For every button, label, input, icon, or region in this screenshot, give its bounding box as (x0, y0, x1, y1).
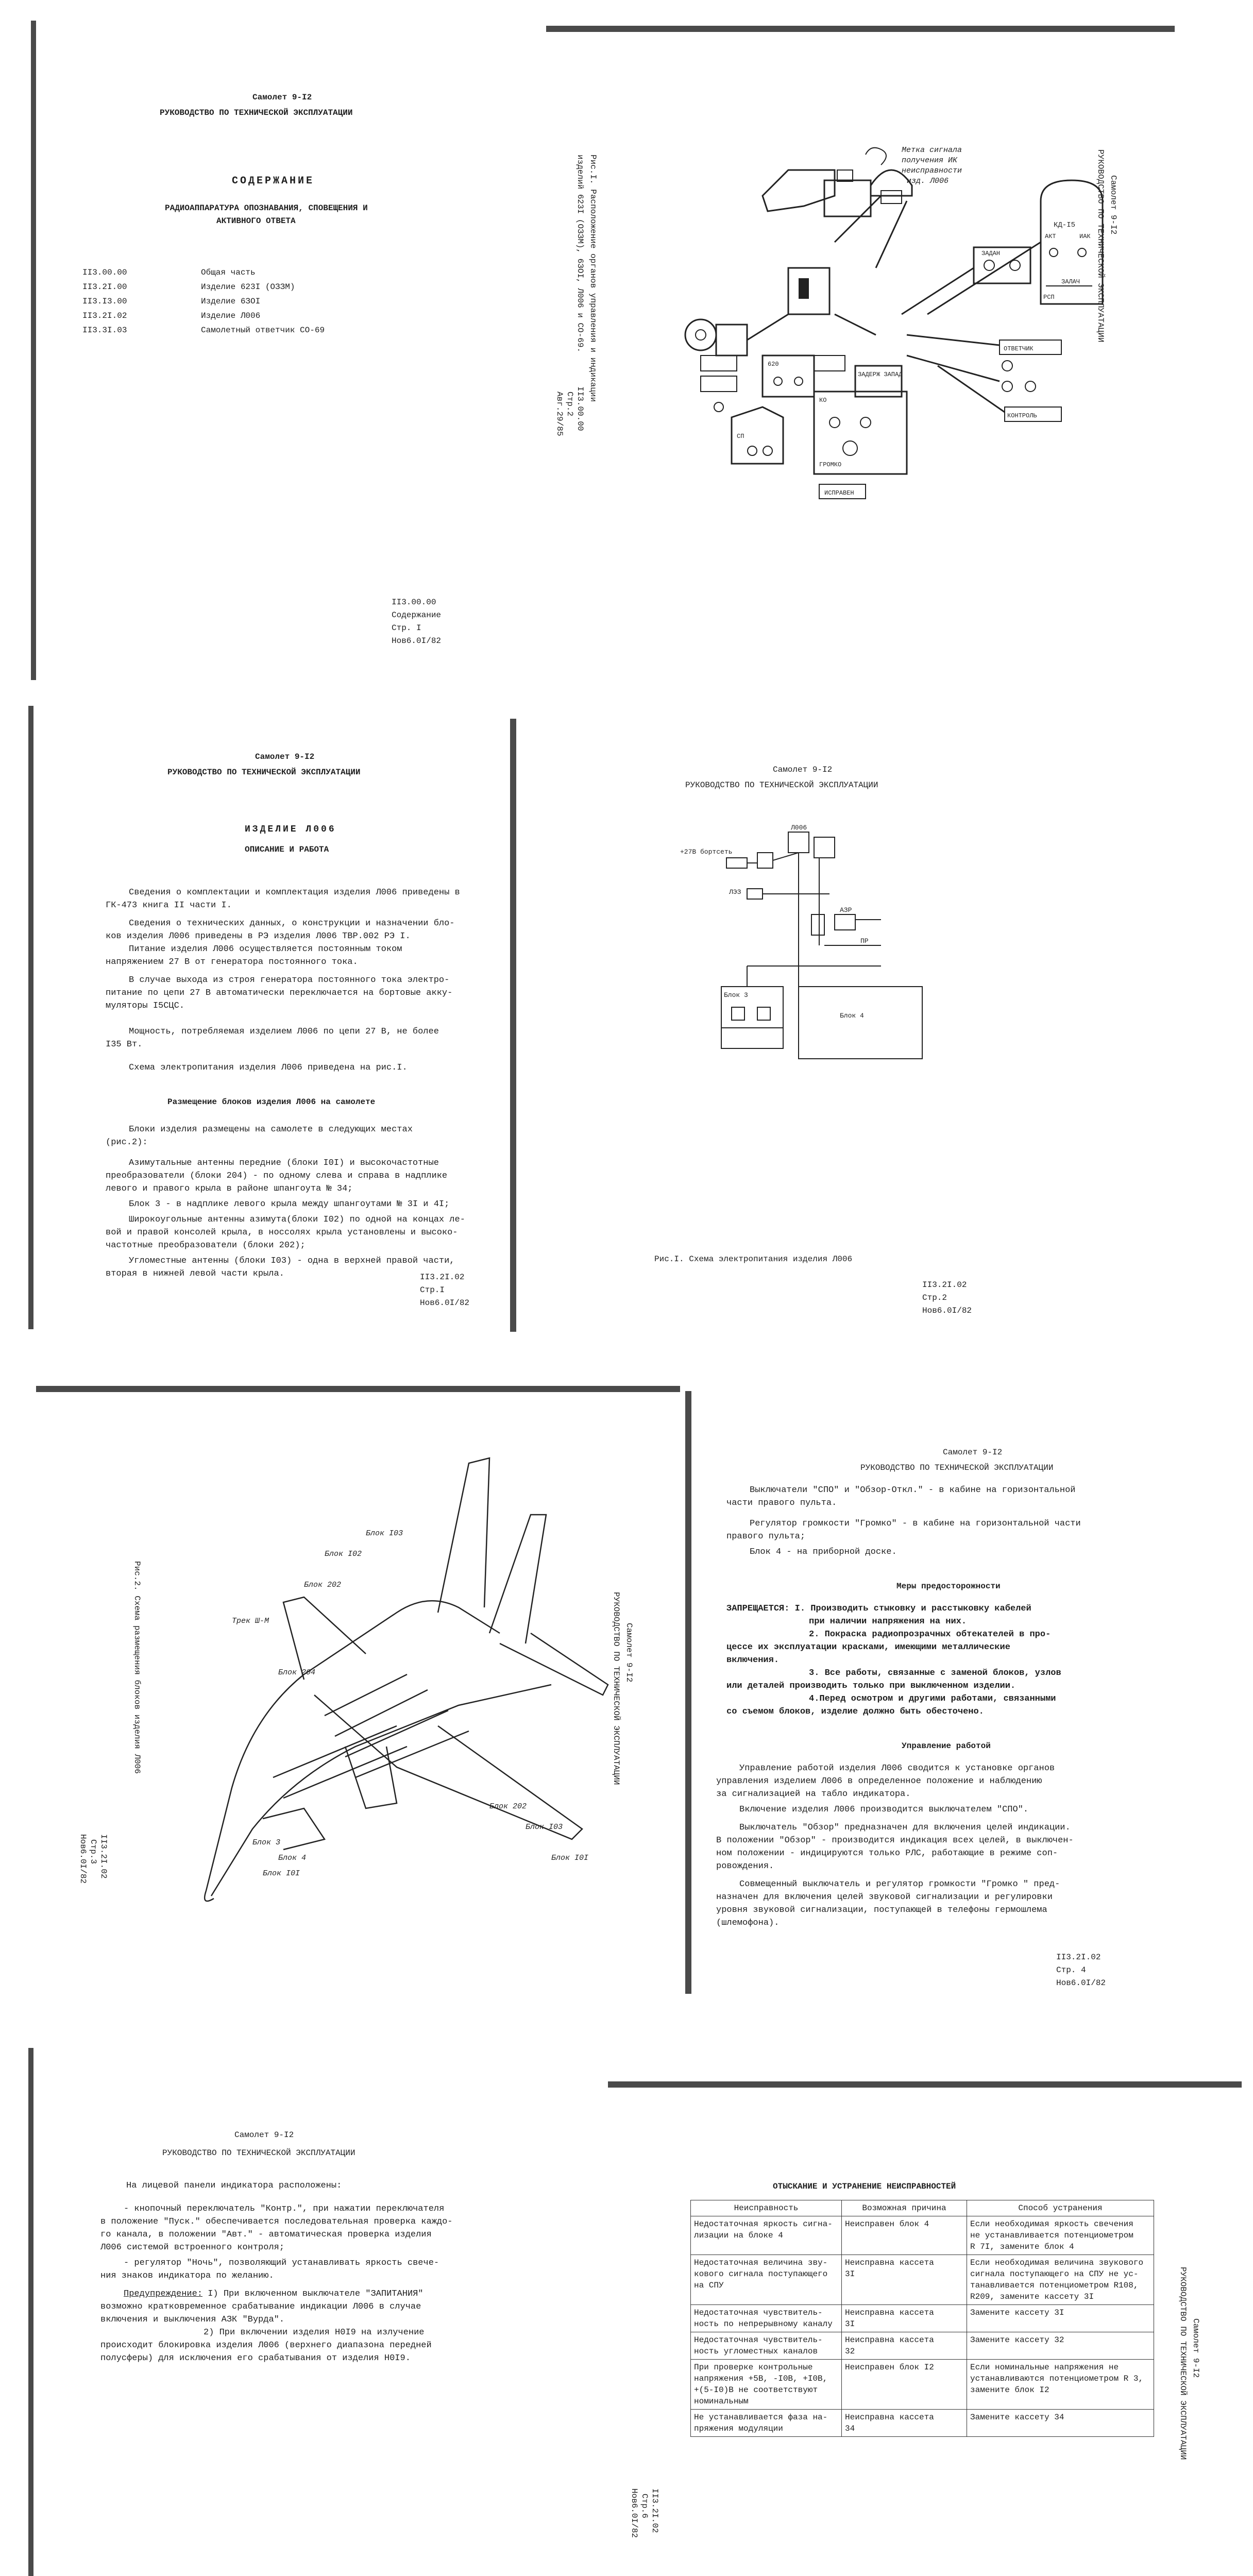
page-2 (546, 26, 1185, 685)
footer-page: Стр.I (420, 1285, 445, 1295)
footer-doc: Нов6.0I/82 (420, 1298, 470, 1308)
figure-caption: Рис.I. Схема электропитания изделия Л006 (654, 1255, 853, 1264)
toc-code: II3.3I.03 (82, 326, 127, 335)
footer-doc: Авг.29/85 (555, 392, 564, 436)
paragraph: Блок 4 - на приборной доске. (750, 1547, 897, 1557)
page-edge (685, 1391, 691, 1994)
paragraph: Сведения о комплектации и комплектация изделия Л006 приведены в ГК-473 книга II части I. (106, 888, 460, 910)
block-label: Трек Ш-М (232, 1617, 269, 1625)
toc-title: Самолетный ответчик СО-69 (201, 326, 325, 335)
paragraph: Включение изделия Л006 производится выключателем "СПО". (739, 1805, 1029, 1815)
footer-doc: Нов6.0I/82 (630, 2488, 639, 2538)
block-label: Блок I0I (551, 1854, 589, 1862)
table-row (691, 2332, 1154, 2360)
block-label: Блок 204 (278, 1668, 316, 1677)
figure-caption-2: изделий 623I (ОЗЗМ), 6ЗОI, Л006 и СО-69. (575, 155, 585, 353)
table-cell: Неисправен блок 4 (842, 2216, 967, 2255)
table-title: ОТЫСКАНИЕ И УСТРАНЕНИЕ НЕИСПРАВНОСТЕЙ (773, 2182, 956, 2191)
toc-code: II3.I3.00 (82, 297, 127, 306)
table-row (691, 2255, 1154, 2305)
power-schematic (510, 719, 1206, 1337)
svg-text:ИАК: ИАК (1079, 233, 1091, 240)
controls-diagram (546, 26, 1185, 685)
product-heading: ИЗДЕЛИЕ Л006 (245, 824, 336, 835)
contents-heading: СОДЕРЖАНИЕ (232, 175, 315, 187)
table-row (691, 2216, 1154, 2255)
table-cell: Не устанавливается фаза на- пряжения модуляции (691, 2410, 842, 2437)
section-heading: Управление работой (902, 1741, 991, 1751)
paragraph: Регулятор громкости "Громко" - в кабине на горизонтальной части правого пульта; (726, 1519, 1081, 1541)
svg-text:АКТ: АКТ (1045, 233, 1056, 240)
svg-text:КО: КО (819, 397, 827, 404)
troubleshooting-table (690, 2200, 1154, 2437)
svg-text:ИСПРАВЕН: ИСПРАВЕН (824, 489, 854, 497)
aircraft-label: Самолет 9-I2 (943, 1448, 1003, 1457)
toc-code: II3.2I.02 (82, 311, 127, 320)
schematic-label: ПР (860, 937, 869, 945)
rotated-manual: РУКОВОДСТВО ПО ТЕХНИЧЕСКОЙ ЭКСПЛУАТАЦИИ (1096, 149, 1105, 343)
table-cell: Недостаточная чувствитель- ность по непрерывному каналу (691, 2305, 842, 2332)
table-cell: Замените кассету 3I (967, 2305, 1154, 2332)
table-cell: Неисправна кассета 3I (842, 2305, 967, 2332)
section-heading: Размещение блоков изделия Л006 на самолете (167, 1097, 376, 1107)
table-cell: Неисправна кассета 34 (842, 2410, 967, 2437)
rotated-manual: РУКОВОДСТВО ПО ТЕХНИЧЕСКОЙ ЭКСПЛУАТАЦИИ (1178, 2267, 1188, 2460)
aircraft-label: Самолет 9-I2 (252, 93, 312, 102)
page-edge (31, 21, 36, 680)
section-heading: Меры предосторожности (896, 1582, 1001, 1591)
table-cell: Недостаточная чувствитель- ность угломестных каналов (691, 2332, 842, 2360)
schematic-label: Блок 4 (840, 1012, 864, 1020)
table-cell: Если необходимая яркость свечения не устанавливается потенциометром R 7I, замените блок 4 (967, 2216, 1154, 2255)
svg-text:СП: СП (737, 433, 744, 440)
manual-title: РУКОВОДСТВО ПО ТЕХНИЧЕСКОЙ ЭКСПЛУАТАЦИИ (685, 781, 878, 790)
toc-title: Изделие 623I (ОЗЗМ) (201, 282, 295, 292)
footer-code: II3.2I.02 (1056, 1953, 1101, 1962)
column-header: Неисправность (691, 2200, 842, 2216)
table-header-row (691, 2200, 1154, 2216)
svg-text:КОНТРОЛЬ: КОНТРОЛЬ (1007, 412, 1037, 419)
schematic-label: Блок 3 (724, 991, 748, 999)
page-4 (510, 719, 1206, 1337)
figure-caption: Рис.2. Схема размещения блоков изделия Л006 (132, 1561, 142, 1774)
footer-code: II3.2I.02 (650, 2488, 659, 2533)
svg-text:ОТВЕТЧИК: ОТВЕТЧИК (1004, 345, 1034, 352)
table-row (691, 2410, 1154, 2437)
page-7 (28, 2048, 569, 2576)
table-cell: Если необходимая величина звукового сигнала поступающего на СПУ не ус- танавливается потенциометром R108, R209, замените кассету 3I (967, 2255, 1154, 2305)
aircraft-label: Самолет 9-I2 (255, 752, 315, 761)
toc-code: II3.00.00 (82, 268, 127, 277)
svg-text:ЗАДЕРЖ ЗАПАД: ЗАДЕРЖ ЗАПАД (858, 371, 903, 378)
table-cell: Если номинальные напряжения не устанавливаются потенциометром R 3, замените блок I2 (967, 2360, 1154, 2410)
footer-page: Стр.6 (640, 2494, 649, 2519)
table-row (691, 2360, 1154, 2410)
svg-text:КД-I5: КД-I5 (1054, 221, 1076, 229)
handwritten-note (902, 146, 962, 185)
paragraph: Сведения о технических данных, о конструкции и назначении бло- ков изделия Л006 приведены в РЭ изделия Л006 ТВР.002 РЭ I. Питание изделия Л006 осуществляется постоянным током напряжением 27 В от генератора постоянного тока. (106, 919, 455, 967)
footer-doc: Нов6.0I/82 (1056, 1978, 1106, 1988)
column-header: Способ устранения (967, 2200, 1154, 2216)
paragraph: - кнопочный переключатель "Контр.", при нажатии переключателя в положение "Пуск." обеспечивается последовательная проверка каждо- го канала, в положении "Авт." - автоматическая проверка изделия Л006 системой встроенного контроля; (100, 2204, 453, 2252)
table-row (691, 2305, 1154, 2332)
block-label: Блок I03 (526, 1823, 563, 1832)
table-cell: Замените кассету 32 (967, 2332, 1154, 2360)
footer-code: II3.00.00 (575, 386, 585, 431)
page-5 (36, 1386, 690, 1994)
manual-title: РУКОВОДСТВО ПО ТЕХНИЧЕСКОЙ ЭКСПЛУАТАЦИИ (167, 768, 361, 777)
paragraph: Азимутальные антенны передние (блоки I0I) и высокочастотные преобразователи (блоки 204) - по одному слева и справа в надплике левого и правого крыла в районе шпангоута № 34; (106, 1158, 448, 1194)
page-edge (28, 706, 33, 1329)
footer-doc: Нов6.0I/82 (78, 1834, 88, 1884)
page-6 (685, 1391, 1231, 1999)
paragraph: Блок 3 - в надплике левого крыла между шпангоутами № 3I и 4I; (129, 1199, 450, 1209)
footer-page: Стр.2 (565, 392, 574, 417)
schematic-label: Л006 (791, 824, 807, 832)
paragraph: Управление работой изделия Л006 сводится к установке органов управления изделием Л006 в определенное положение и наблюдению за сигнализацией на табло индикатора. (716, 1764, 1055, 1799)
footer-page: Стр.3 (89, 1839, 98, 1865)
table-cell: Неисправна кассета 32 (842, 2332, 967, 2360)
table-cell: При проверке контрольные напряжения +5В, -I0В, +I0В, +(5-I0)В не соответствуют номинальным (691, 2360, 842, 2410)
svg-text:620: 620 (768, 361, 779, 368)
svg-text:получения ИК: получения ИК (902, 156, 958, 165)
block-label: Блок I0I (263, 1869, 300, 1878)
column-header: Возможная причина (842, 2200, 967, 2216)
page-1 (31, 21, 536, 680)
aircraft-drawing (36, 1386, 690, 1994)
aircraft-label: Самолет 9-I2 (773, 765, 833, 774)
block-label: Блок 202 (489, 1802, 527, 1811)
block-label: Блок 4 (278, 1854, 307, 1862)
section-heading: ОПИСАНИЕ И РАБОТА (245, 845, 329, 854)
paragraph: На лицевой панели индикатора расположены: (126, 2181, 342, 2191)
footer-doc: Нов6.0I/82 (922, 1306, 972, 1315)
rotated-manual: РУКОВОДСТВО ПО ТЕХНИЧЕСКОЙ ЭКСПЛУАТАЦИИ (612, 1592, 621, 1785)
contents-subtitle-2: АКТИВНОГО ОТВЕТА (216, 216, 296, 226)
paragraph: Выключатель "Обзор" предназначен для включения целей индикации. В положении "Обзор" - производится индикация всех целей, в выключен- ном положении - индицируются только РЛС, работающие в режиме соп- ровождения. (716, 1823, 1074, 1871)
warning-paragraph: Предупреждение: I) При включенном выключателе "ЗАПИТАНИЯ" возможно кратковременное срабатывание индикации Л006 в случае включения и выключения АЗК "Вурда". 2) При включении изделия Н0I9 на излучение происходит блокировка изделия Л006 (верхнего диапазона передней полусферы) для исключения его срабатывания от изделия Н0I9. (100, 2289, 432, 2363)
table-cell: Неисправна кассета 3I (842, 2255, 967, 2305)
contents-subtitle-1: РАДИОАППАРАТУРА ОПОЗНАВАНИЯ, СПОВЕЩЕНИЯ И (165, 204, 368, 213)
paragraph: Совмещенный выключатель и регулятор громкости "Громко " пред- назначен для включения целей звуковой сигнализации и регулировки уровня звуковой сигнализации, поступающей в телефоны гермошлема (шлемофона). (716, 1879, 1060, 1928)
aircraft-label: Самолет 9-I2 (234, 2130, 294, 2140)
schematic-label: АЗР (840, 906, 852, 914)
svg-text:ЗАЛАЧ: ЗАЛАЧ (1061, 278, 1080, 285)
paragraph: Широкоугольные антенны азимута(блоки I02) по одной на концах ле- вой и правой консолей крыла, в носсолях крыла установлены и высоко- частотные преобразователи (блоки 202); (106, 1215, 465, 1250)
svg-text:Метка сигнала: Метка сигнала (902, 146, 962, 155)
manual-title: РУКОВОДСТВО ПО ТЕХНИЧЕСКОЙ ЭКСПЛУАТАЦИИ (860, 1463, 1054, 1472)
page-8 (608, 2081, 1247, 2576)
paragraph: Мощность, потребляемая изделием Л006 по цепи 27 В, не более I35 Вт. (106, 1027, 439, 1049)
page-3 (28, 706, 533, 1334)
paragraph: Блоки изделия размещены на самолете в следующих местах (рис.2): (106, 1125, 413, 1147)
block-label: Блок I03 (366, 1529, 403, 1538)
paragraph: - регулятор "Ночь", позволяющий устанавливать яркость свече- ния знаков индикатора по желанию. (100, 2258, 439, 2281)
table-cell: Недостаточная величина зву- кового сигнала поступающего на СПУ (691, 2255, 842, 2305)
paragraph: Выключатели "СПО" и "Обзор-Откл." - в кабине на горизонтальной части правого пульта. (726, 1485, 1076, 1508)
svg-text:изд. Л006: изд. Л006 (907, 177, 949, 185)
paragraph: Схема электропитания изделия Л006 приведена на рис.I. (129, 1063, 408, 1073)
rotated-aircraft: Самолет 9-I2 (1109, 175, 1118, 235)
rotated-aircraft: Самолет 9-I2 (624, 1623, 634, 1683)
footer-page: Стр. 4 (1056, 1965, 1086, 1975)
footer-code: II3.00.00 (392, 598, 436, 607)
footer-page: Стр. I (392, 623, 421, 633)
figure-caption-1: Рис.I. Расположение органов управления и индикации (588, 155, 598, 402)
toc-title: Изделие 6ЗОI (201, 297, 261, 306)
toc-title: Изделие Л006 (201, 311, 261, 320)
paragraph: Угломестные антенны (блоки I03) - одна в верхней правой части, вторая в нижней левой части крыла. (106, 1256, 455, 1279)
table-cell: Замените кассету 34 (967, 2410, 1154, 2437)
page-edge (28, 2048, 33, 2576)
manual-title: РУКОВОДСТВО ПО ТЕХНИЧЕСКОЙ ЭКСПЛУАТАЦИИ (160, 108, 353, 117)
warning-block: ЗАПРЕЩАЕТСЯ: I. Производить стыковку и расстыковку кабелей при наличии напряжения на них. 2. Покраска радиопрозрачных обтекателей в про- цессе их эксплуатации красками, имеющими металлические включения. 3. Все работы, связанные с заменой блоков, узлов или деталей производить только при выключенном изделии. 4.Перед осмотром и другими работами, связанными со съемом блоков, изделие должно быть обесточено. (726, 1604, 1061, 1717)
schematic-label: ЛЭЗ (729, 888, 741, 896)
page-edge (608, 2081, 1242, 2088)
block-label: Блок 202 (304, 1581, 342, 1589)
block-label: Блок I02 (325, 1550, 362, 1558)
table-cell: Недостаточная яркость сигна- лизации на блоке 4 (691, 2216, 842, 2255)
svg-text:неисправности: неисправности (902, 166, 962, 175)
schematic-label: +27В бортсеть (680, 848, 733, 856)
table-cell: Неисправен блок I2 (842, 2360, 967, 2410)
block-label: Блок 3 (252, 1838, 281, 1847)
toc-title: Общая часть (201, 268, 256, 277)
svg-text:РСП: РСП (1043, 294, 1055, 301)
manual-title: РУКОВОДСТВО ПО ТЕХНИЧЕСКОЙ ЭКСПЛУАТАЦИИ (162, 2148, 355, 2158)
svg-text:ЗАДАН: ЗАДАН (981, 250, 1001, 257)
footer-page: Стр.2 (922, 1293, 947, 1302)
footer-code: II3.2I.02 (922, 1280, 967, 1290)
footer-code: II3.2I.02 (99, 1834, 108, 1879)
footer-code: II3.2I.02 (420, 1273, 465, 1282)
rotated-aircraft: Самолет 9-I2 (1191, 2318, 1200, 2378)
svg-text:ГРОМКО: ГРОМКО (819, 461, 842, 468)
footer-sub: Содержание (392, 611, 442, 620)
paragraph: В случае выхода из строя генератора постоянного тока электро- питание по цепи 27 В автоматически переключается на бортовые акку- муляторы I5СЦС. (106, 975, 453, 1011)
toc-code: II3.2I.00 (82, 282, 127, 292)
footer-doc: Нов6.0I/82 (392, 636, 442, 646)
